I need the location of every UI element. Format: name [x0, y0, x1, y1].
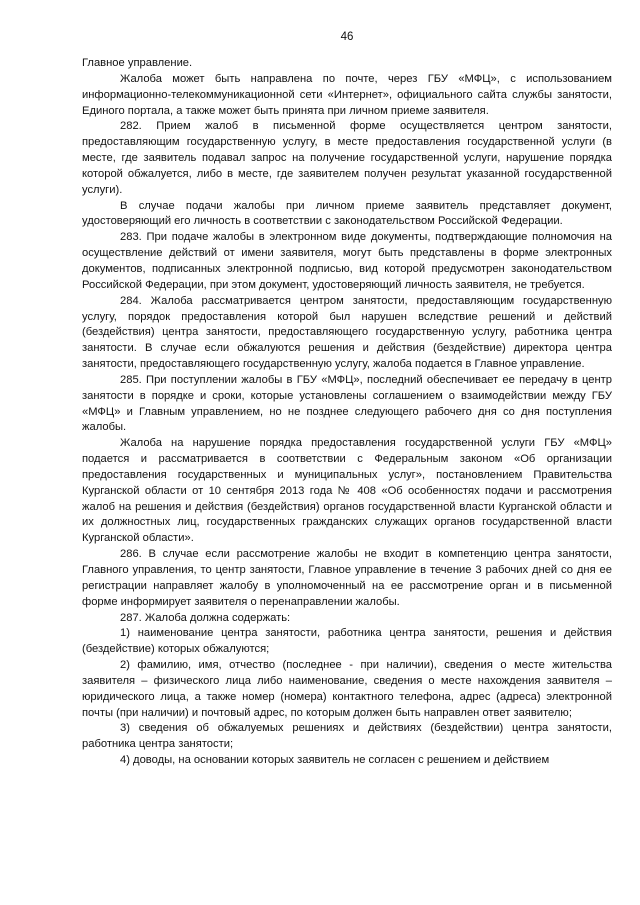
- paragraph: Жалоба на нарушение порядка предоставления государственной услуги ГБУ «МФЦ» подается и рассматривается в соответствии с Федеральным законом «Об организации предоставления государственных и муниципальных услуг», постановлением Правительства Курганской области от 10 сентября 2013 года № 408 «Об особенностях подачи и рассмотрения жалоб на решения и действия (бездействия) органов государственной власти Курганской области и их должностных лиц, государственных гражданских служащих органов государственной власти Курганской области».: [82, 437, 612, 545]
- list-item: 2) фамилию, имя, отчество (последнее - при наличии), сведения о месте жительства заявителя – физического лица либо наименование, сведения о месте нахождения заявителя – юридического лица, а также номер (номера) контактного телефона, адрес (адреса) электронной почты (при наличии) и почтовый адрес, по которым должен быть направлен ответ заявителю;: [82, 659, 612, 719]
- paragraph: 284. Жалоба рассматривается центром занятости, предоставляющим государственную услугу, порядок предоставления которой был нарушен вследствие решений и действий (бездействия) центра занятости, предоставляющего государственную услугу, работника центра занятости. В случае если обжалуются решения и действия (бездействие) директора центра занятости, предоставляющего государственную услугу, жалоба подается в Главное управление.: [82, 294, 612, 371]
- paragraph: 285. При поступлении жалобы в ГБУ «МФЦ», последний обеспечивает ее передачу в центр занятости в порядке и сроки, которые установлены соглашением о взаимодействии между ГБУ «МФЦ» и Главным управлением, но не позднее следующего рабочего дня со дня поступления жалобы.: [82, 373, 612, 434]
- document-page: [82, 30, 612, 769]
- paragraph: Жалоба может быть направлена по почте, через ГБУ «МФЦ», с использованием информационно-телекоммуникационной сети «Интернет», официального сайта службы занятости, Единого портала, а также может быть принята при личном приеме заявителя.: [82, 72, 612, 117]
- paragraph: 283. При подаче жалобы в электронном виде документы, подтверждающие полномочия на осуществление действий от имени заявителя, могут быть представлены в форме электронных документов, подписанных электронной подписью, вид которой предусмотрен законодательством Российской Федерации, при этом документ, удостоверяющий личность заявителя, не требуется.: [82, 231, 612, 291]
- paragraph: 286. В случае если рассмотрение жалобы не входит в компетенцию центра занятости, Главного управления, то центр занятости, Главное управление в течение 3 рабочих дней со дня ее регистрации направляет жалобу в уполномоченный на ее рассмотрение орган и в письменной форме информирует заявителя о перенаправлении жалобы.: [82, 548, 612, 608]
- list-item: 3) сведения об обжалуемых решениях и действиях (бездействии) центра занятости, работника центра занятости;: [82, 722, 612, 751]
- document-body: [82, 56, 612, 769]
- paragraph: 282. Прием жалоб в письменной форме осуществляется центром занятости, предоставляющим государственную услугу, в месте предоставления государственной услуги (в месте, где заявитель подавал запрос на получение государственной услуги, нарушение порядка которой обжалуется, либо в месте, где заявителем получен результат указанной государственной услуги).: [82, 120, 612, 196]
- list-item: 4) доводы, на основании которых заявитель не согласен с решением и действием: [120, 754, 550, 767]
- list-item: 1) наименование центра занятости, работника центра занятости, решения и действия (бездействие) которых обжалуются;: [82, 627, 612, 656]
- paragraph: В случае подачи жалобы при личном приеме заявитель представляет документ, удостоверяющий его личность в соответствии с законодательством Российской Федерации.: [82, 199, 612, 228]
- page-number: 46: [340, 31, 354, 43]
- paragraph: Главное управление.: [82, 57, 193, 69]
- list-heading: 287. Жалоба должна содержать:: [120, 611, 291, 624]
